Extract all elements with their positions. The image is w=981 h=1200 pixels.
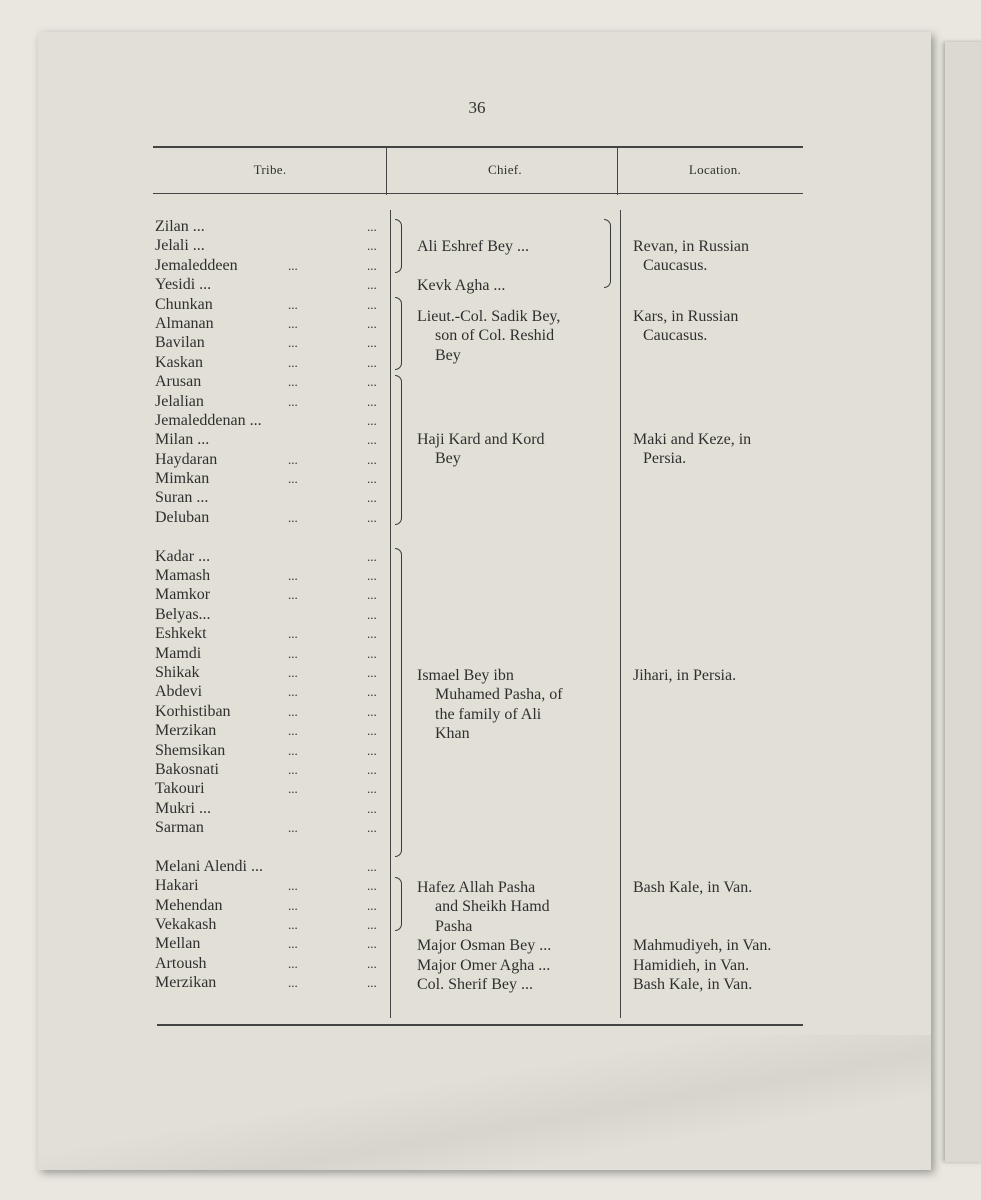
leader-dots: ...	[288, 703, 298, 719]
tribe-row	[155, 392, 390, 411]
leader-dots: ...	[367, 219, 377, 234]
tribe-row	[155, 741, 390, 760]
tribe-name: Almanan	[155, 314, 214, 332]
chief-line: Muhamed Pasha, of	[435, 686, 563, 704]
leader-dots: ...	[288, 820, 298, 836]
leader-dots: ...	[367, 412, 377, 428]
leader-dots: ...	[367, 626, 377, 642]
tribe-name: Mukri ...	[155, 799, 211, 817]
chief-line: Ismael Bey ibn	[417, 667, 514, 684]
leader-dots: ...	[288, 781, 298, 797]
page-number: 36	[468, 98, 486, 117]
leader-dots: ...	[367, 664, 377, 680]
leader-dots: ...	[367, 451, 377, 467]
tribe-row	[155, 217, 390, 236]
leader-dots: ...	[288, 568, 298, 584]
brace	[395, 219, 402, 273]
leader-dots: ...	[288, 257, 298, 273]
tribe-name: Milan ...	[155, 431, 210, 449]
chief-line: Major Osman Bey ...	[417, 937, 552, 954]
chief-line: Hafez Allah Pasha	[417, 879, 536, 896]
chief-entry	[417, 666, 563, 744]
leader-dots: ...	[288, 626, 298, 642]
leader-dots: ...	[367, 975, 377, 991]
leader-dots: ...	[367, 471, 377, 487]
tribe-name: Deluban	[155, 508, 210, 526]
location-entry	[633, 666, 736, 685]
tribe-row	[155, 799, 390, 818]
tribe-row	[155, 779, 390, 798]
leader-dots: ...	[288, 509, 298, 525]
tribe-name: Mamdi	[155, 644, 202, 662]
tribe-name: Sarman	[155, 819, 204, 837]
column-divider-2-body	[620, 210, 621, 1018]
leader-dots: ...	[367, 742, 377, 758]
tribe-name: Melani Alendi ...	[155, 857, 263, 875]
leader-dots: ...	[367, 548, 377, 564]
tribe-row	[155, 682, 390, 701]
tribe-row	[155, 896, 390, 915]
leader-dots: ...	[367, 354, 377, 370]
chief-line: Lieut.-Col. Sadik Bey,	[417, 308, 561, 325]
chief-line: Pasha	[435, 917, 473, 935]
tribe-name: Artoush	[155, 954, 207, 972]
chief-line: Major Omer Agha ...	[417, 957, 551, 974]
location-entry	[633, 975, 752, 994]
leader-dots: ...	[367, 257, 377, 273]
leader-dots: ...	[367, 490, 377, 506]
tribe-name: Shikak	[155, 663, 200, 681]
location-line: Caucasus.	[643, 327, 708, 345]
leader-dots: ...	[367, 761, 377, 777]
leader-dots: ...	[367, 645, 377, 661]
tribe-row	[155, 450, 390, 469]
tribe-row	[155, 818, 390, 837]
tribe-column	[155, 217, 390, 993]
tribe-row	[155, 295, 390, 314]
location-entry	[633, 956, 749, 975]
location-line: Revan, in Russian	[633, 238, 749, 255]
chief-line: son of Col. Reshid	[435, 327, 555, 345]
tribe-row	[155, 954, 390, 973]
tribe-row	[155, 333, 390, 352]
location-entry	[633, 936, 771, 955]
location-line: Persia.	[643, 450, 687, 468]
leader-dots: ...	[367, 587, 377, 603]
leader-dots: ...	[367, 606, 377, 622]
page-shadow	[38, 1035, 931, 1170]
leader-dots: ...	[288, 742, 298, 758]
leader-dots: ...	[367, 393, 377, 409]
location-line: Bash Kale, in Van.	[633, 976, 753, 993]
chief-line: Kevk Agha ...	[417, 277, 506, 294]
next-page-edge	[945, 42, 981, 1162]
leader-dots: ...	[288, 335, 298, 351]
tribe-name: Merzikan	[155, 974, 217, 992]
tribe-row	[155, 605, 390, 624]
tribe-name: Shemsikan	[155, 741, 226, 759]
location-line: Hamidieh, in Van.	[633, 957, 750, 974]
tribe-name: Kaskan	[155, 353, 203, 371]
tribe-name: Merzikan	[155, 722, 217, 740]
leader-dots: ...	[288, 393, 298, 409]
leader-dots: ...	[367, 432, 377, 448]
header-location: Location.	[688, 162, 742, 177]
location-line: Mahmudiyeh, in Van.	[633, 937, 772, 954]
tribe-row	[155, 857, 390, 876]
tribe-row	[155, 508, 390, 527]
chief-line: the family of Ali	[435, 705, 542, 723]
chief-line: Ali Eshref Bey ...	[417, 238, 529, 255]
tribe-row	[155, 934, 390, 953]
tribe-name: Eshkekt	[155, 625, 207, 643]
leader-dots: ...	[367, 509, 377, 525]
table-top-rule	[153, 146, 803, 148]
row-gap	[155, 527, 390, 546]
tribe-row	[155, 275, 390, 294]
tribe-row	[155, 547, 390, 566]
leader-dots: ...	[367, 897, 377, 913]
tribe-name: Jemaleddeen	[155, 256, 238, 274]
chief-entry	[417, 878, 550, 936]
tribe-name: Suran ...	[155, 489, 209, 507]
location-line: Kars, in Russian	[633, 308, 739, 325]
location-line: Caucasus.	[643, 257, 708, 275]
leader-dots: ...	[288, 761, 298, 777]
tribe-name: Yesidi ...	[155, 276, 212, 294]
chief-line: Bey	[435, 450, 461, 468]
chief-entry	[417, 237, 529, 256]
chief-entry	[417, 276, 505, 295]
leader-dots: ...	[367, 238, 377, 254]
leader-dots: ...	[288, 684, 298, 700]
tribe-row	[155, 566, 390, 585]
leader-dots: ...	[288, 723, 298, 739]
brace	[395, 877, 402, 931]
leader-dots: ...	[367, 374, 377, 390]
tribe-row	[155, 721, 390, 740]
column-divider-2	[617, 147, 618, 195]
tribe-row	[155, 411, 390, 430]
tribe-name: Haydaran	[155, 450, 218, 468]
tribe-name: Vekakash	[155, 916, 217, 934]
column-divider-1	[386, 147, 387, 195]
leader-dots: ...	[288, 587, 298, 603]
brace	[604, 219, 611, 288]
leader-dots: ...	[367, 277, 377, 293]
leader-dots: ...	[367, 781, 377, 797]
table-bottom-rule	[157, 1024, 803, 1026]
leader-dots: ...	[288, 975, 298, 991]
leader-dots: ...	[367, 820, 377, 836]
tribe-row	[155, 915, 390, 934]
brace	[395, 375, 402, 525]
header-chief: Chief.	[488, 162, 522, 177]
chief-line: Col. Sherif Bey ...	[417, 976, 533, 993]
location-entry	[633, 237, 749, 276]
leader-dots: ...	[288, 374, 298, 390]
chief-line: Khan	[435, 725, 470, 743]
leader-dots: ...	[288, 645, 298, 661]
leader-dots: ...	[367, 936, 377, 952]
header-tribe: Tribe.	[253, 162, 287, 177]
tribe-row	[155, 314, 390, 333]
tribe-name: Mehendan	[155, 896, 223, 914]
location-entry	[633, 878, 752, 897]
leader-dots: ...	[288, 315, 298, 331]
brace	[395, 297, 402, 370]
tribe-name: Korhistiban	[155, 702, 231, 720]
leader-dots: ...	[288, 878, 298, 894]
tribe-name: Chunkan	[155, 295, 213, 313]
leader-dots: ...	[367, 955, 377, 971]
location-line: Jihari, in Persia.	[633, 667, 737, 684]
chief-entry	[417, 936, 551, 955]
tribe-name: Jemaleddenan ...	[155, 411, 262, 429]
location-line: Maki and Keze, in	[633, 431, 752, 448]
tribe-name: Belyas...	[155, 605, 211, 623]
row-gap	[155, 838, 390, 857]
tribe-name: Zilan ...	[155, 218, 205, 235]
tribe-name: Jelalian	[155, 392, 204, 410]
leader-dots: ...	[367, 878, 377, 894]
leader-dots: ...	[367, 568, 377, 584]
tribe-row	[155, 353, 390, 372]
tribe-row	[155, 430, 390, 449]
tribe-name: Abdevi	[155, 683, 203, 701]
tribe-name: Mimkan	[155, 470, 210, 488]
chief-entry	[417, 307, 560, 365]
leader-dots: ...	[288, 897, 298, 913]
leader-dots: ...	[288, 917, 298, 933]
tribe-row	[155, 624, 390, 643]
leader-dots: ...	[367, 684, 377, 700]
tribe-row	[155, 469, 390, 488]
tribe-row	[155, 760, 390, 779]
tribe-row	[155, 236, 390, 255]
tribe-name: Takouri	[155, 780, 205, 798]
tribe-name: Mamash	[155, 567, 211, 585]
tribe-name: Mamkor	[155, 586, 211, 604]
tribe-row	[155, 372, 390, 391]
leader-dots: ...	[367, 858, 377, 874]
chief-entry	[417, 975, 533, 994]
chief-entry	[417, 956, 550, 975]
leader-dots: ...	[288, 354, 298, 370]
tribe-row	[155, 644, 390, 663]
leader-dots: ...	[367, 335, 377, 351]
tribe-row	[155, 973, 390, 992]
leader-dots: ...	[367, 917, 377, 933]
chief-line: and Sheikh Hamd	[435, 898, 550, 916]
leader-dots: ...	[367, 296, 377, 312]
leader-dots: ...	[367, 703, 377, 719]
location-entry	[633, 430, 751, 469]
leader-dots: ...	[367, 315, 377, 331]
column-divider-1-body	[390, 210, 391, 1018]
tribe-name: Hakari	[155, 877, 199, 895]
tribe-row	[155, 702, 390, 721]
tribe-name: Arusan	[155, 373, 202, 391]
tribe-name: Kadar ...	[155, 547, 211, 565]
chief-entry	[417, 430, 545, 469]
leader-dots: ...	[288, 664, 298, 680]
location-entry	[633, 307, 738, 346]
tribe-row	[155, 876, 390, 895]
leader-dots: ...	[288, 471, 298, 487]
leader-dots: ...	[288, 451, 298, 467]
chief-line: Bey	[435, 346, 461, 364]
tribe-name: Jelali ...	[155, 237, 205, 255]
tribe-row	[155, 256, 390, 275]
tribe-name: Mellan	[155, 935, 201, 953]
chief-line: Haji Kard and Kord	[417, 431, 545, 448]
leader-dots: ...	[367, 723, 377, 739]
leader-dots: ...	[288, 936, 298, 952]
brace	[395, 548, 402, 857]
tribe-name: Bakosnati	[155, 760, 219, 778]
location-line: Bash Kale, in Van.	[633, 879, 753, 896]
tribe-row	[155, 663, 390, 682]
leader-dots: ...	[288, 296, 298, 312]
tribe-row	[155, 488, 390, 507]
header-bottom-rule	[153, 193, 803, 194]
leader-dots: ...	[288, 955, 298, 971]
tribe-name: Bavilan	[155, 334, 205, 352]
leader-dots: ...	[367, 800, 377, 816]
tribe-row	[155, 585, 390, 604]
